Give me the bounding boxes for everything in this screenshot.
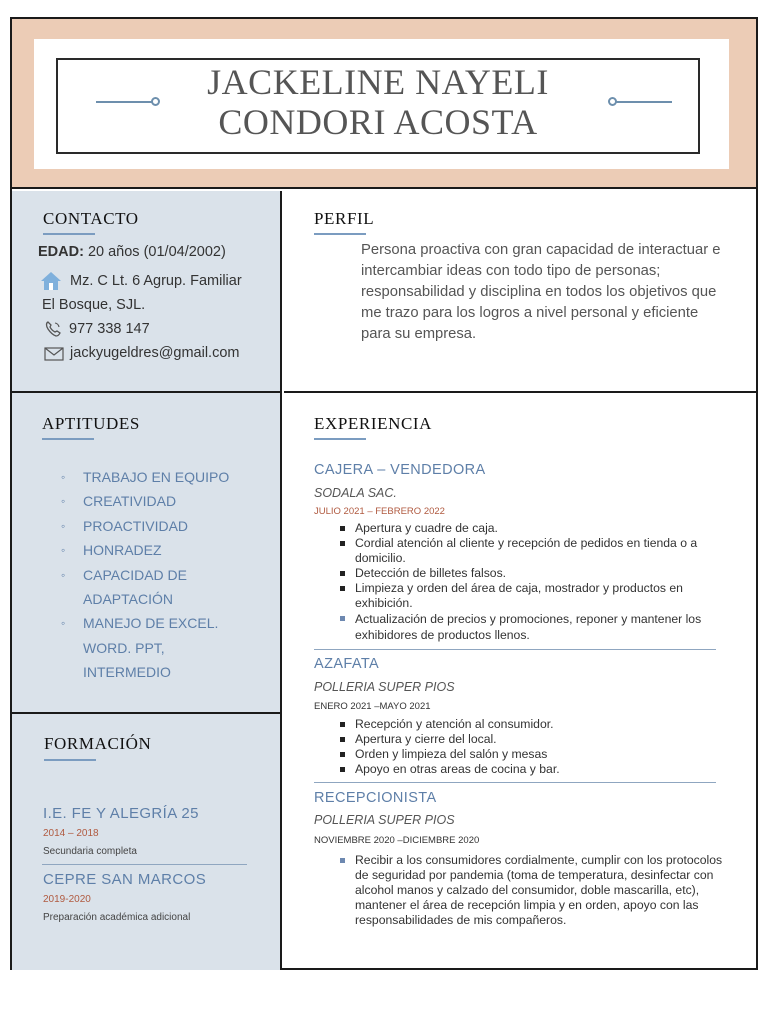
aptitude-item: ◦ HONRADEZ	[61, 542, 162, 559]
duty-item: Apertura y cuadre de caja.	[338, 521, 726, 536]
job-company: POLLERIA SUPER PIOS	[314, 680, 455, 694]
duty-item: Apoyo en otras areas de cocina y bar.	[338, 762, 726, 777]
job-duties	[338, 717, 726, 777]
profile-title-underline	[314, 233, 366, 235]
name-line-1: JACKELINE NAYELI	[207, 62, 549, 102]
mail-icon	[44, 346, 64, 360]
aptitudes-list	[58, 465, 248, 685]
education-title-underline	[44, 759, 96, 761]
duty-item: Recibir a los consumidores cordialmente, cumplir con los protocolos de seguridad por pandemia (toma de temperatura, desinfectar con alcohol manos y calzado del consumidor, doble mascarilla, etc), mantener el área de recepción limpia y en orden, apoyo con las responsabilidades de mis compañeros.	[338, 853, 726, 928]
email-line	[44, 342, 239, 365]
phone-number: 977 338 147	[69, 321, 150, 337]
experience-title-underline	[314, 438, 366, 440]
job-duties	[338, 521, 726, 643]
education-school: CEPRE SAN MARCOS	[43, 871, 207, 888]
age-line	[38, 241, 226, 264]
address-line-2: El Bosque, SJL.	[42, 297, 146, 313]
job-company: POLLERIA SUPER PIOS	[314, 813, 455, 827]
education-dates: 2019-2020	[43, 894, 91, 905]
job-period: ENERO 2021 –MAYO 2021	[314, 701, 431, 712]
education-school: I.E. FE Y ALEGRÍA 25	[43, 805, 199, 822]
contact-title: CONTACTO	[43, 209, 139, 228]
profile-title: PERFIL	[314, 209, 375, 228]
address-line-1	[40, 270, 242, 293]
email-address[interactable]: jackyugeldres@gmail.com	[70, 345, 240, 361]
experience-title: EXPERIENCIA	[314, 414, 433, 433]
duty-item: Actualización de precios y promociones, reponer y mantener los exhibidores de productos llenos.	[338, 611, 726, 643]
education-description: Preparación académica adicional	[43, 912, 191, 923]
job-title: AZAFATA	[314, 656, 380, 672]
aptitudes-title: APTITUDES	[42, 414, 140, 433]
education-divider	[42, 864, 247, 865]
job-company: SODALA SAC.	[314, 486, 397, 500]
duty-item: Orden y limpieza del salón y mesas	[338, 747, 726, 762]
aptitude-item: ◦ CAPACIDAD DE ADAPTACIÓN	[61, 566, 187, 608]
duty-item: Recepción y atención al consumidor.	[338, 717, 726, 732]
job-title: RECEPCIONISTA	[314, 790, 437, 806]
home-icon	[40, 271, 62, 291]
aptitudes-title-underline	[42, 438, 94, 440]
job-title: CAJERA – VENDEDORA	[314, 462, 486, 478]
education-description: Secundaria completa	[43, 846, 137, 857]
aptitude-item: ◦ PROACTIVIDAD	[61, 517, 189, 534]
job-divider	[314, 649, 716, 650]
phone-line	[44, 318, 150, 341]
contact-title-underline	[43, 233, 95, 235]
job-period: JULIO 2021 – FEBRERO 2022	[314, 506, 445, 517]
sidebar-divider	[12, 391, 282, 393]
main-divider	[284, 391, 756, 393]
name-line-2: CONDORI ACOSTA	[218, 102, 538, 142]
duty-item: Apertura y cierre del local.	[338, 732, 726, 747]
duty-item: Cordial atención al cliente y recepción de pedidos en tienda o a domicilio.	[338, 536, 726, 566]
age-value: 20 años (01/04/2002)	[87, 244, 226, 260]
job-period: NOVIEMBRE 2020 –DICIEMBRE 2020	[314, 835, 480, 846]
aptitude-item: ◦ TRABAJO EN EQUIPO	[61, 469, 230, 485]
duty-item: Detección de billetes falsos.	[338, 566, 726, 581]
profile-text: Persona proactiva con gran capacidad de interactuar e intercambiar ideas con todo tipo de personas; responsabilidad y disciplina en todos los objetivos que me trazo para los logros a nivel personal y eficiente para su empresa.	[361, 242, 721, 342]
phone-icon	[44, 320, 62, 338]
aptitude-item: ◦ CREATIVIDAD	[61, 493, 177, 510]
duty-item: Limpieza y orden del área de caja, mostrador y productos en exhibición.	[338, 581, 726, 611]
sidebar-divider	[12, 712, 282, 714]
age-label: EDAD:	[38, 244, 84, 260]
job-divider	[314, 782, 716, 783]
aptitude-item: ◦ MANEJO DE EXCEL. WORD. PPT, INTERMEDIO	[61, 615, 219, 681]
address-text-1: Mz. C Lt. 6 Agrup. Familiar	[70, 273, 242, 289]
education-dates: 2014 – 2018	[43, 828, 99, 839]
job-duties	[338, 853, 726, 928]
education-title: FORMACIÓN	[44, 734, 152, 753]
